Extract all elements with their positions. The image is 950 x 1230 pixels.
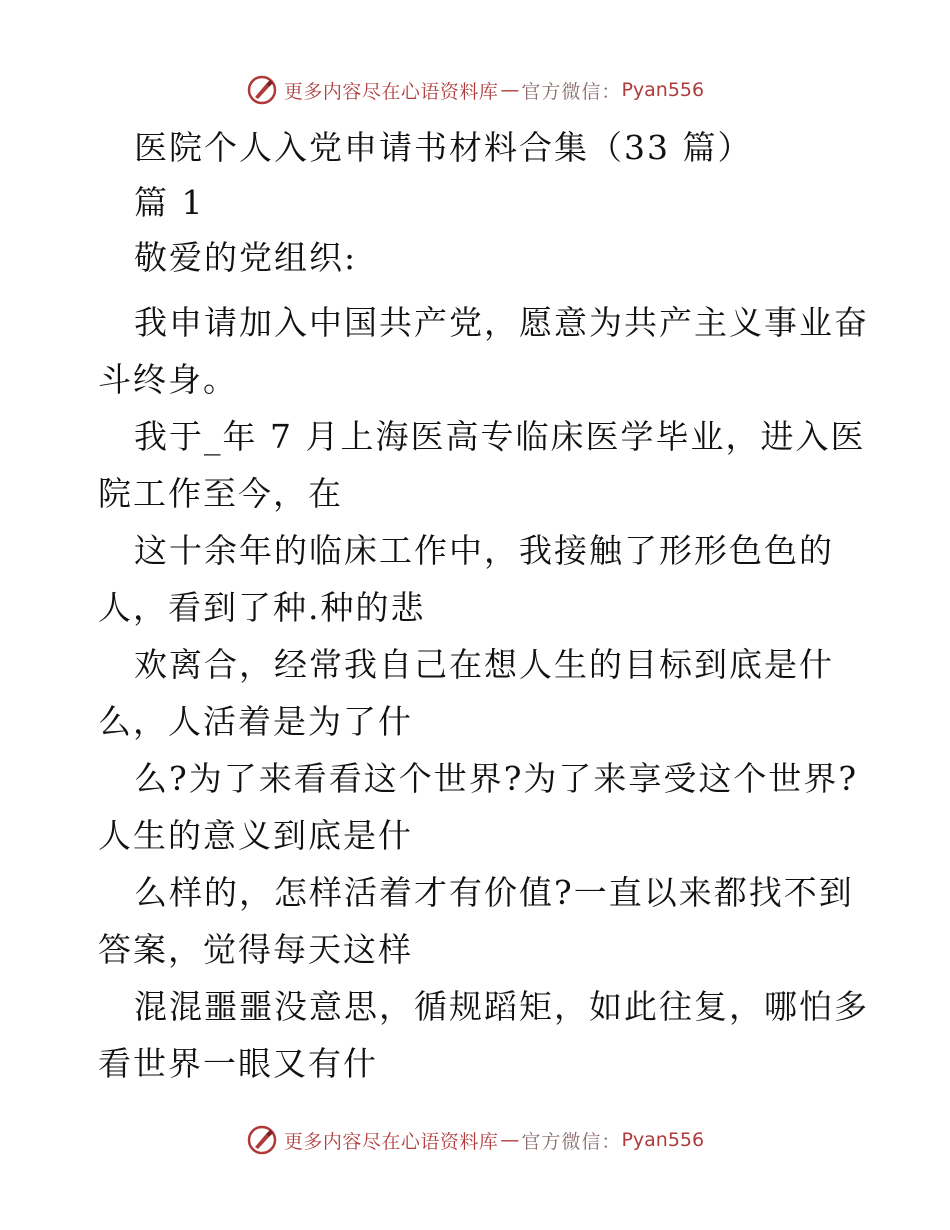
watermark-separator: — <box>500 1129 520 1151</box>
watermark-official-label: 官方微信： <box>521 80 622 103</box>
footer-watermark <box>0 1120 950 1160</box>
header-watermark <box>0 70 950 110</box>
watermark-brand-text: 更多内容尽在心语资料库 <box>283 80 499 103</box>
watermark-handle: Pyan556 <box>621 1129 705 1151</box>
paragraph-line: 看世界一眼又有什 <box>98 1044 378 1083</box>
paragraph-line: 人生的意义到底是什 <box>98 816 413 855</box>
paragraph-line: 我申请加入中国共产党，愿意为共产主义事业奋 <box>134 303 869 342</box>
paragraph-line: 斗终身。 <box>98 360 238 399</box>
paragraph-line: 这十余年的临床工作中，我接触了形形色色的 <box>134 531 834 570</box>
paragraph-line: 我于_年 7 月上海医高专临床医学毕业，进入医 <box>134 417 866 456</box>
document-title: 医院个人入党申请书材料合集（33 篇） <box>134 128 753 167</box>
watermark-brand-text: 更多内容尽在心语资料库 <box>283 1130 499 1153</box>
section-heading: 篇 1 <box>134 183 205 222</box>
paragraph-line: 人，看到了种.种的悲 <box>98 588 426 627</box>
watermark-official-label: 官方微信： <box>521 1130 622 1153</box>
paragraph-line: 混混噩噩没意思，循规蹈矩，如此往复，哪怕多 <box>134 987 869 1026</box>
paragraph-line: 欢离合，经常我自己在想人生的目标到底是什 <box>134 645 834 684</box>
salutation: 敬爱的党组织: <box>134 238 358 277</box>
watermark-separator: — <box>500 79 520 101</box>
watermark-handle: Pyan556 <box>621 79 705 101</box>
paragraph-line: 院工作至今，在 <box>98 474 343 513</box>
paragraph-line: 么，人活着是为了什 <box>98 702 413 741</box>
pen-circle-icon <box>246 74 278 106</box>
paragraph-line: 么样的，怎样活着才有价值?一直以来都找不到 <box>134 873 854 912</box>
paragraph-line: 么?为了来看看这个世界?为了来享受这个世界? <box>134 759 859 798</box>
paragraph-line: 答案，觉得每天这样 <box>98 930 413 969</box>
pen-circle-icon <box>246 1124 278 1156</box>
